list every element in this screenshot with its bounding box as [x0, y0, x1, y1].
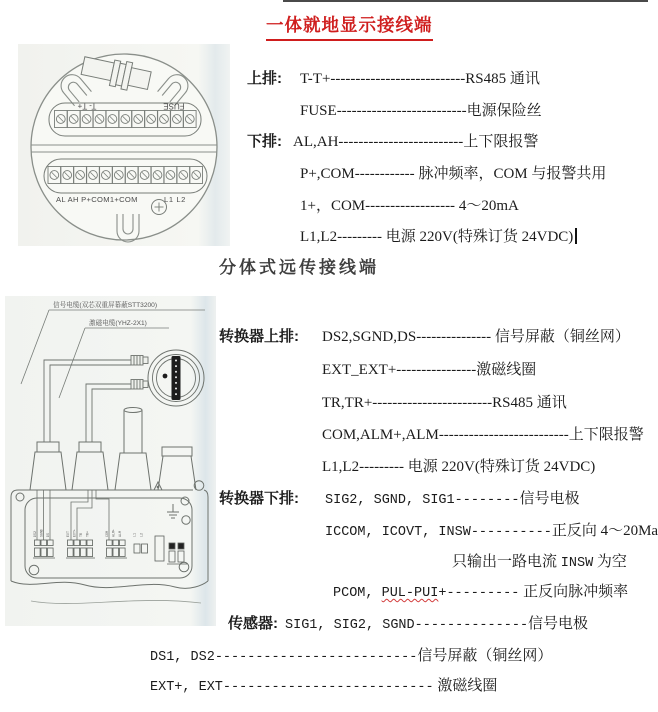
terminal-desc: 激磁线圈	[433, 678, 498, 694]
strip-bottom-label: AL AH P+COM1+COM	[56, 195, 138, 204]
leader-dashes: ---------------	[416, 329, 492, 345]
terminal-code: 1+，COM	[300, 198, 366, 214]
terminal-code-spellcheck: PUL-PUI	[381, 586, 439, 601]
svg-text:DS2: DS2	[33, 531, 37, 537]
page-title: 一体就地显示接线端	[266, 12, 433, 41]
leader-dashes: ----------------	[396, 362, 477, 378]
svg-text:DS: DS	[46, 533, 50, 537]
cables	[44, 360, 131, 442]
leader-dashes: -------------------------	[338, 134, 464, 150]
terminal-code: T-T+	[300, 71, 331, 87]
circular-terminal-drawing	[18, 44, 230, 246]
converter-box	[11, 481, 208, 604]
terminal-blocks	[33, 536, 187, 564]
row-label: 下排:	[247, 133, 282, 150]
sensor-head	[148, 350, 204, 406]
svg-text:EXT: EXT	[66, 531, 70, 537]
terminal-desc: 上下限报警	[568, 427, 644, 443]
leader-dashes: --------------------------	[438, 427, 569, 443]
terminal-code: SIG1, SIG2, SGND	[285, 618, 415, 633]
signal-cable-label: 信号电缆(双芯双重屏幕蔽STT3200)	[53, 302, 158, 309]
terminal-code: EXT+, EXT	[150, 680, 223, 695]
leader-dashes: ---------------------------	[330, 71, 466, 87]
leader-dashes: --------------------------	[222, 680, 434, 695]
terminal-desc: 信号电极	[528, 616, 589, 632]
svg-text:ALM: ALM	[118, 531, 122, 537]
svg-text:SGND: SGND	[39, 529, 44, 537]
wiring-line	[135, 657, 497, 712]
terminal-desc: 电源 220V(特殊订货 24VDC)	[404, 459, 596, 475]
terminal-code: DS2,SGND,DS	[322, 329, 417, 345]
terminal-code: TR,TR+	[321, 395, 373, 411]
terminal-code: EXT_EXT+	[322, 362, 397, 378]
leader-dashes: ------------	[354, 166, 415, 182]
integrated-terminal-diagram	[18, 44, 230, 246]
terminal-desc: 上下限报警	[463, 134, 539, 150]
row-label: 转换器下排:	[219, 490, 299, 507]
terminal-desc: 电源保险丝	[466, 103, 542, 119]
terminal-code: AL,AH	[293, 134, 339, 150]
terminal-desc: RS485 通讯	[492, 395, 567, 411]
leader-dashes: ----------	[470, 525, 552, 540]
terminal-desc: 脉冲频率，COM 与报警共用	[414, 166, 607, 182]
svg-text:ALM+: ALM+	[111, 529, 116, 537]
window-edge-line	[283, 0, 648, 2]
terminal-code: +	[438, 586, 447, 601]
converter-terminal-labels	[33, 529, 144, 537]
terminal-code: PCOM,	[333, 586, 382, 601]
terminal-desc: 信号屏蔽（铜丝网）	[491, 329, 630, 345]
terminal-code: FUSE	[300, 103, 337, 119]
sensor-plugs	[131, 356, 148, 390]
strip-top-right-label: FUSE	[163, 101, 185, 111]
svg-text:L2: L2	[139, 533, 144, 537]
note-text: 只输出一路电流	[452, 554, 561, 570]
leader-dashes: --------------	[414, 618, 529, 633]
leader-dashes: ------------------	[365, 198, 456, 214]
note-text: 为空	[593, 554, 627, 570]
terminal-desc: 4～20mA	[455, 198, 519, 214]
svg-text:EXT+: EXT+	[72, 529, 77, 537]
svg-text:TR: TR	[79, 533, 83, 537]
svg-text:L1: L1	[132, 533, 137, 537]
terminal-desc: 正反向 4～20Ma	[551, 523, 658, 539]
terminal-desc: RS485 通讯	[465, 71, 540, 87]
leader-dashes: -------------------------	[214, 650, 418, 665]
strip-bottom-right-label: L1 L2	[164, 195, 187, 204]
cable-glands	[30, 408, 196, 491]
remote-converter-diagram	[5, 296, 216, 626]
terminal-desc: 正反向脉冲频率	[519, 584, 629, 600]
excitation-cable-label: 激磁电缆(YHZ-2X1)	[89, 320, 147, 327]
leader-dashes: ---------	[337, 229, 383, 245]
row-label: 转换器上排:	[219, 328, 299, 345]
section-heading-remote: 分体式远传接线端	[219, 258, 379, 277]
row-label: 传感器:	[228, 615, 278, 632]
converter-wiring-drawing	[5, 296, 216, 626]
leader-dashes: ------------------------	[372, 395, 493, 411]
note-code: INSW	[560, 556, 594, 571]
leader-dashes: --------	[454, 493, 520, 508]
terminal-desc: 信号屏蔽（铜丝网）	[417, 648, 553, 664]
terminal-code: P+,COM	[300, 166, 355, 182]
terminal-code: COM,ALM+,ALM	[322, 427, 439, 443]
terminal-code: ICCOM, ICOVT, INSW	[325, 525, 471, 540]
terminal-desc: 激磁线圈	[476, 362, 537, 378]
terminal-code: DS1, DS2	[150, 650, 215, 665]
terminal-code: L1,L2	[322, 459, 360, 475]
leader-dashes: ---------	[359, 459, 405, 475]
terminal-desc: 信号电极	[519, 491, 580, 507]
text-cursor	[575, 228, 577, 244]
leader-dashes: --------------------------	[336, 103, 467, 119]
terminal-desc: 电源 220V(特殊订货 24VDC)	[382, 229, 574, 245]
terminal-code: SIG2, SGND, SIG1	[325, 493, 455, 508]
strip-top-left-label: T- T+	[77, 101, 97, 111]
svg-text:TR+: TR+	[85, 531, 90, 537]
leader-dashes: ---------	[446, 586, 520, 601]
svg-text:COM: COM	[105, 531, 109, 537]
row-label: 上排:	[247, 70, 282, 87]
terminal-code: L1,L2	[300, 229, 338, 245]
